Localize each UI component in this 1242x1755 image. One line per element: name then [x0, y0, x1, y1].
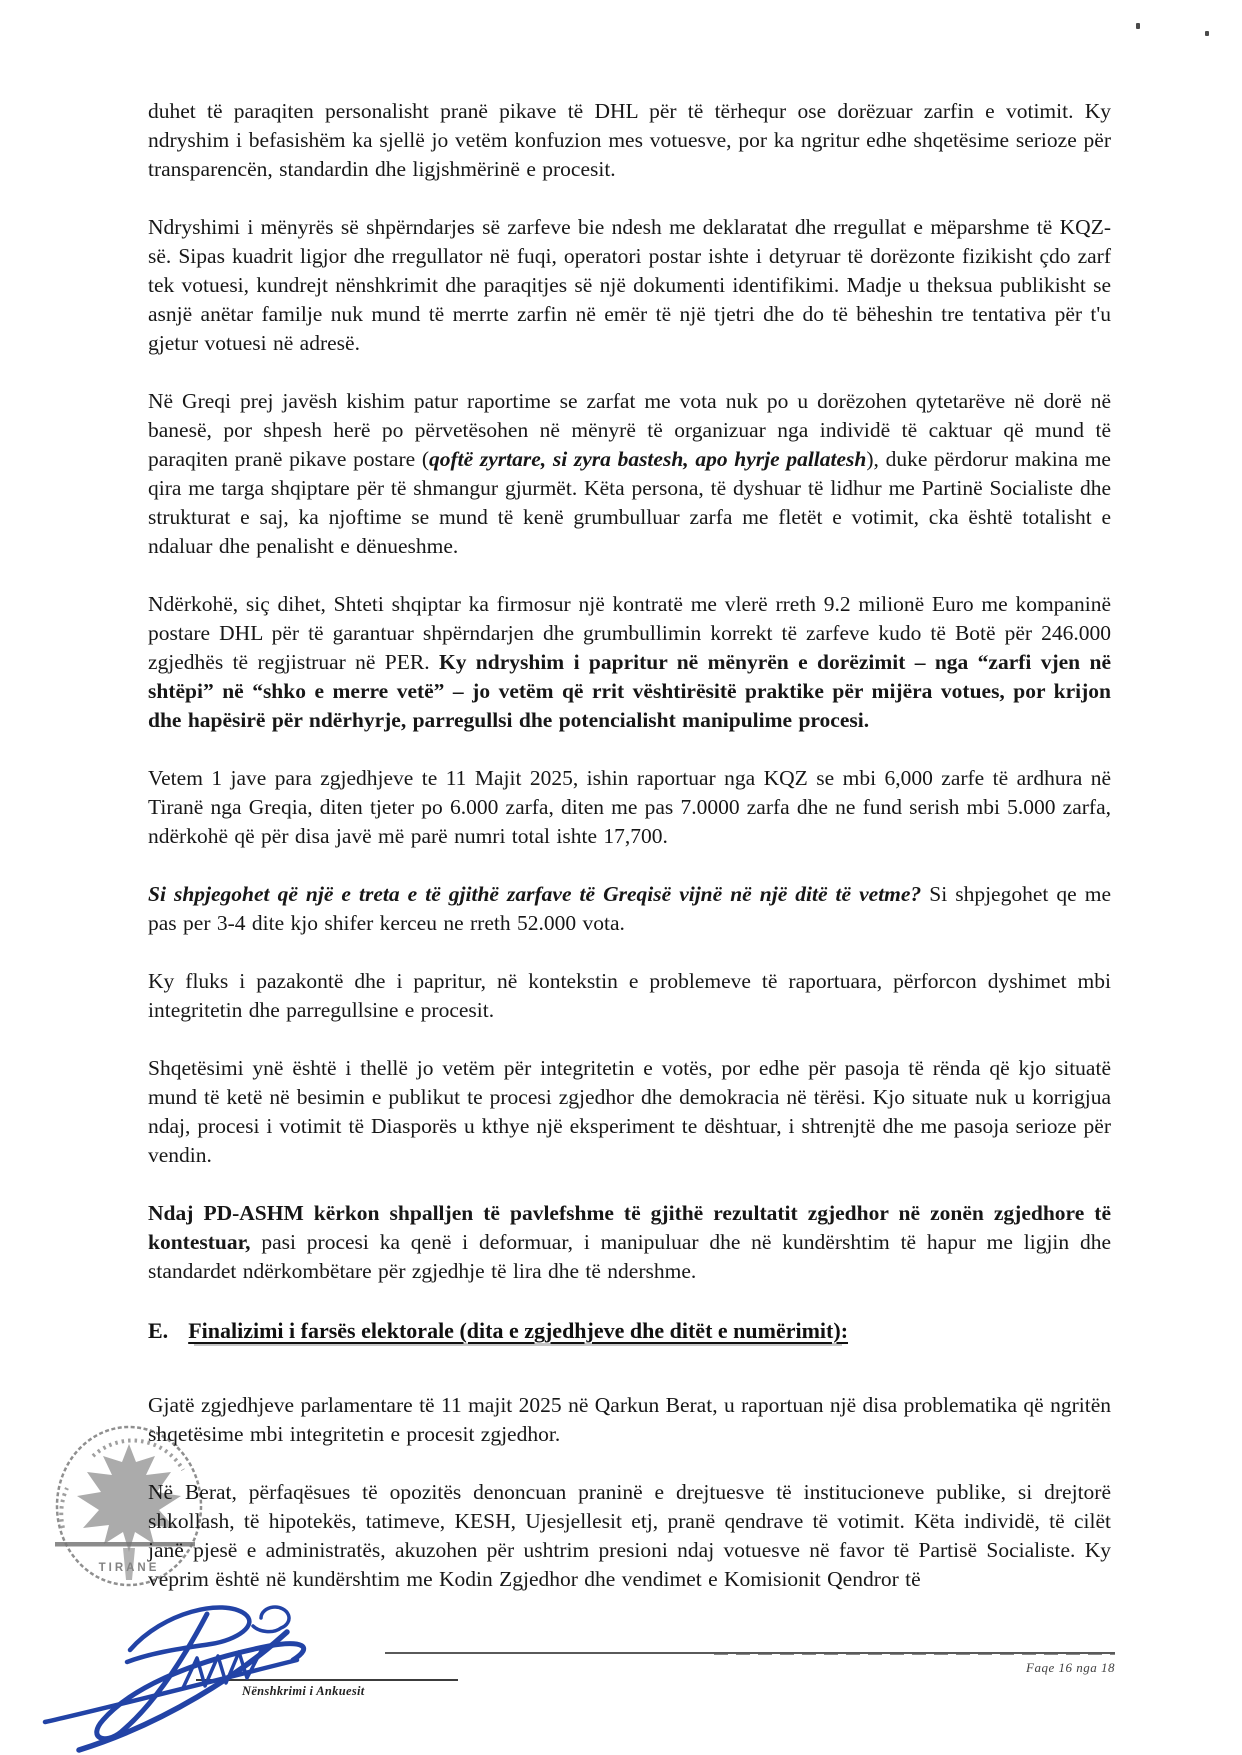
signature [35, 1590, 365, 1755]
section-title: Finalizimi i farsës elektorale (dita e zgjedhjeve dhe ditët e numërimit): [188, 1318, 849, 1343]
page-number: Faqe 16 nga 18 [1026, 1660, 1115, 1675]
scan-speck [1205, 31, 1209, 36]
section-heading [148, 1316, 1111, 1345]
text-run: Ndryshimi i mënyrës së shpërndarjes së zarfeve bie ndesh me deklaratat dhe rregullat e mëparshme të KQZ-së. Sipas kuadrit ligjor dhe rregullator në fuqi, operatori postar ishte i detyruar të dorëzonte fizikisht çdo zarf tek votuesi, kundrejt nënshkrimit dhe paraqitjes së një dokumenti identifikimi. Madje u theksua publikisht se asnjë anëtar familje nuk mund të merrte zarfin në emër të një tjetri dhe do të bëheshin tre tentativa për t'u gjetur votuesi në adresë. [148, 215, 1111, 355]
paragraph [148, 1054, 1111, 1170]
text-run: Ky ndryshim i papritur në mënyrën e dorëzimit – nga “zarfi vjen në shtëpi” në “shko e merre vetë” – jo vetëm që rrit vështirësitë praktike për mijëra votues, por krijon dhe hapësirë për ndërhyrje, parregullsi dhe potencialisht manipulime procesi. [148, 650, 1111, 732]
paragraph [148, 967, 1111, 1025]
paragraph [148, 880, 1111, 938]
paragraph [148, 1478, 1111, 1594]
footer-rule [385, 1652, 1115, 1654]
text-run: Vetem 1 jave para zgjedhjeve te 11 Majit 2025, ishin raportuar nga KQZ se mbi 6,000 zarfe të ardhura në Tiranë nga Greqia, diten tjeter po 6.000 zarfa, diten me pas 7.0000 zarfa dhe ne fund serish mbi 5.000 zarfa, ndërkohë që për disa javë më parë numri total ishte 17,700. [148, 766, 1111, 848]
paragraph [148, 764, 1111, 851]
signature-label: Nënshkrimi i Ankuesit [242, 1684, 365, 1698]
text-run: Në Greqi prej javësh kishim patur raportime se zarfat me vota nuk po u dorëzohen qytetarëve në dorë në banesë, por shpesh herë po përvetësohen në mënyrë të organizuar nga individë të caktuar që mund të paraqiten pranë pikave postare ( [148, 389, 1111, 471]
text-run: duhet të paraqiten personalisht pranë pikave të DHL për të tërhequr ose dorëzuar zarfin e votimit. Ky ndryshim i befasishëm ka sjellë jo vetëm konfuzion mes votuesve, por ka ngritur edhe shqetësime serioze për transparencën, standardin dhe ligjshmërinë e procesit. [148, 99, 1111, 181]
section-letter: E. [148, 1318, 169, 1343]
paragraph [148, 213, 1111, 358]
text-run: ), duke përdorur makina me qira me targa shqiptare për të shmangur gjurmët. Këta persona, të dyshuar të lidhur me Partinë Socialiste dhe strukturat e saj, ka njoftime se mund të kenë grumbulluar zarfa me fletët e votimit, cka është totalisht e ndaluar dhe penalisht e dënueshme. [148, 447, 1111, 558]
paragraph [148, 1199, 1111, 1286]
text-run: Si shpjegohet qe me pas per 3-4 dite kjo shifer kerceu ne rreth 52.000 vota. [148, 882, 1112, 935]
paragraph-group-top [148, 97, 1111, 1286]
text-run: Ndaj PD-ASHM kërkon shpalljen të pavlefshme të gjithë rezultatit zgjedhor në zonën zgjedhore të kontestuar, [148, 1201, 1111, 1254]
text-run: Ndërkohë, siç dihet, Shteti shqiptar ka firmosur një kontratë me vlerë rreth 9.2 milionë Euro me kompaninë postare DHL për të garantuar shpërndarjen dhe grumbullimin korrekt të zarfeve kudo të Botë për 246.000 zgjedhës të regjistruar në PER. [148, 592, 1111, 674]
text-run: Në Berat, përfaqësues të opozitës denoncuan praninë e drejtuesve të institucioneve publike, si drejtorë shkollash, të hipotekës, tatimeve, KESH, Ujesjellesit etj, pranë qendrave të votimit. Këta individë, të cilët janë pjesë e administratës, akuzohen për ushtrim presioni ndaj votuesve në favor të Partisë Socialiste. Ky veprim është në kundërshtim me Kodin Zgjedhor dhe vendimet e Komisionit Qendror të [148, 1480, 1111, 1591]
paragraph [148, 97, 1111, 184]
paragraph [148, 387, 1111, 561]
stamp-city-text: TIRANE [98, 1562, 160, 1574]
paragraph-group-bottom [148, 1391, 1111, 1594]
text-run: Gjatë zgjedhjeve parlamentare të 11 majit 2025 në Qarkun Berat, u raportuan një disa problematika që ngritën shqetësime mbi integritetin e procesit zgjedhor. [148, 1393, 1111, 1446]
paragraph [148, 590, 1111, 735]
text-run: pasi procesi ka qenë i deformuar, i manipuluar dhe në kundërshtim të hapur me ligjin dhe standardet ndërkombëtare për zgjedhje të lira dhe të ndershme. [148, 1230, 1111, 1283]
document-body [148, 97, 1111, 1623]
text-run: Si shpjegohet që një e treta e të gjithë zarfave të Greqisë vijnë në një ditë të vetme? [148, 882, 922, 906]
text-run: qoftë zyrtare, si zyra bastesh, apo hyrje pallatesh [429, 447, 867, 471]
text-run: Ky fluks i pazakontë dhe i papritur, në kontekstin e problemeve të raportuara, përforcon dyshimet mbi integritetin dhe parregullsine e procesit. [148, 969, 1111, 1022]
scan-speck [1136, 23, 1140, 29]
paragraph [148, 1391, 1111, 1449]
text-run: Shqetësimi ynë është i thellë jo vetëm për integritetin e votës, por edhe për pasoja të rënda që kjo situatë mund të ketë në besimin e publikut te procesi zgjedhor dhe demokracia në tërësi. Kjo situate nuk u korrigjua ndaj, procesi i votimit të Diasporës u kthye një eksperiment te dështuar, i shtrenjtë dhe me pasoja serioze për vendin. [148, 1056, 1111, 1167]
stamp-arc-text [61, 1488, 67, 1528]
